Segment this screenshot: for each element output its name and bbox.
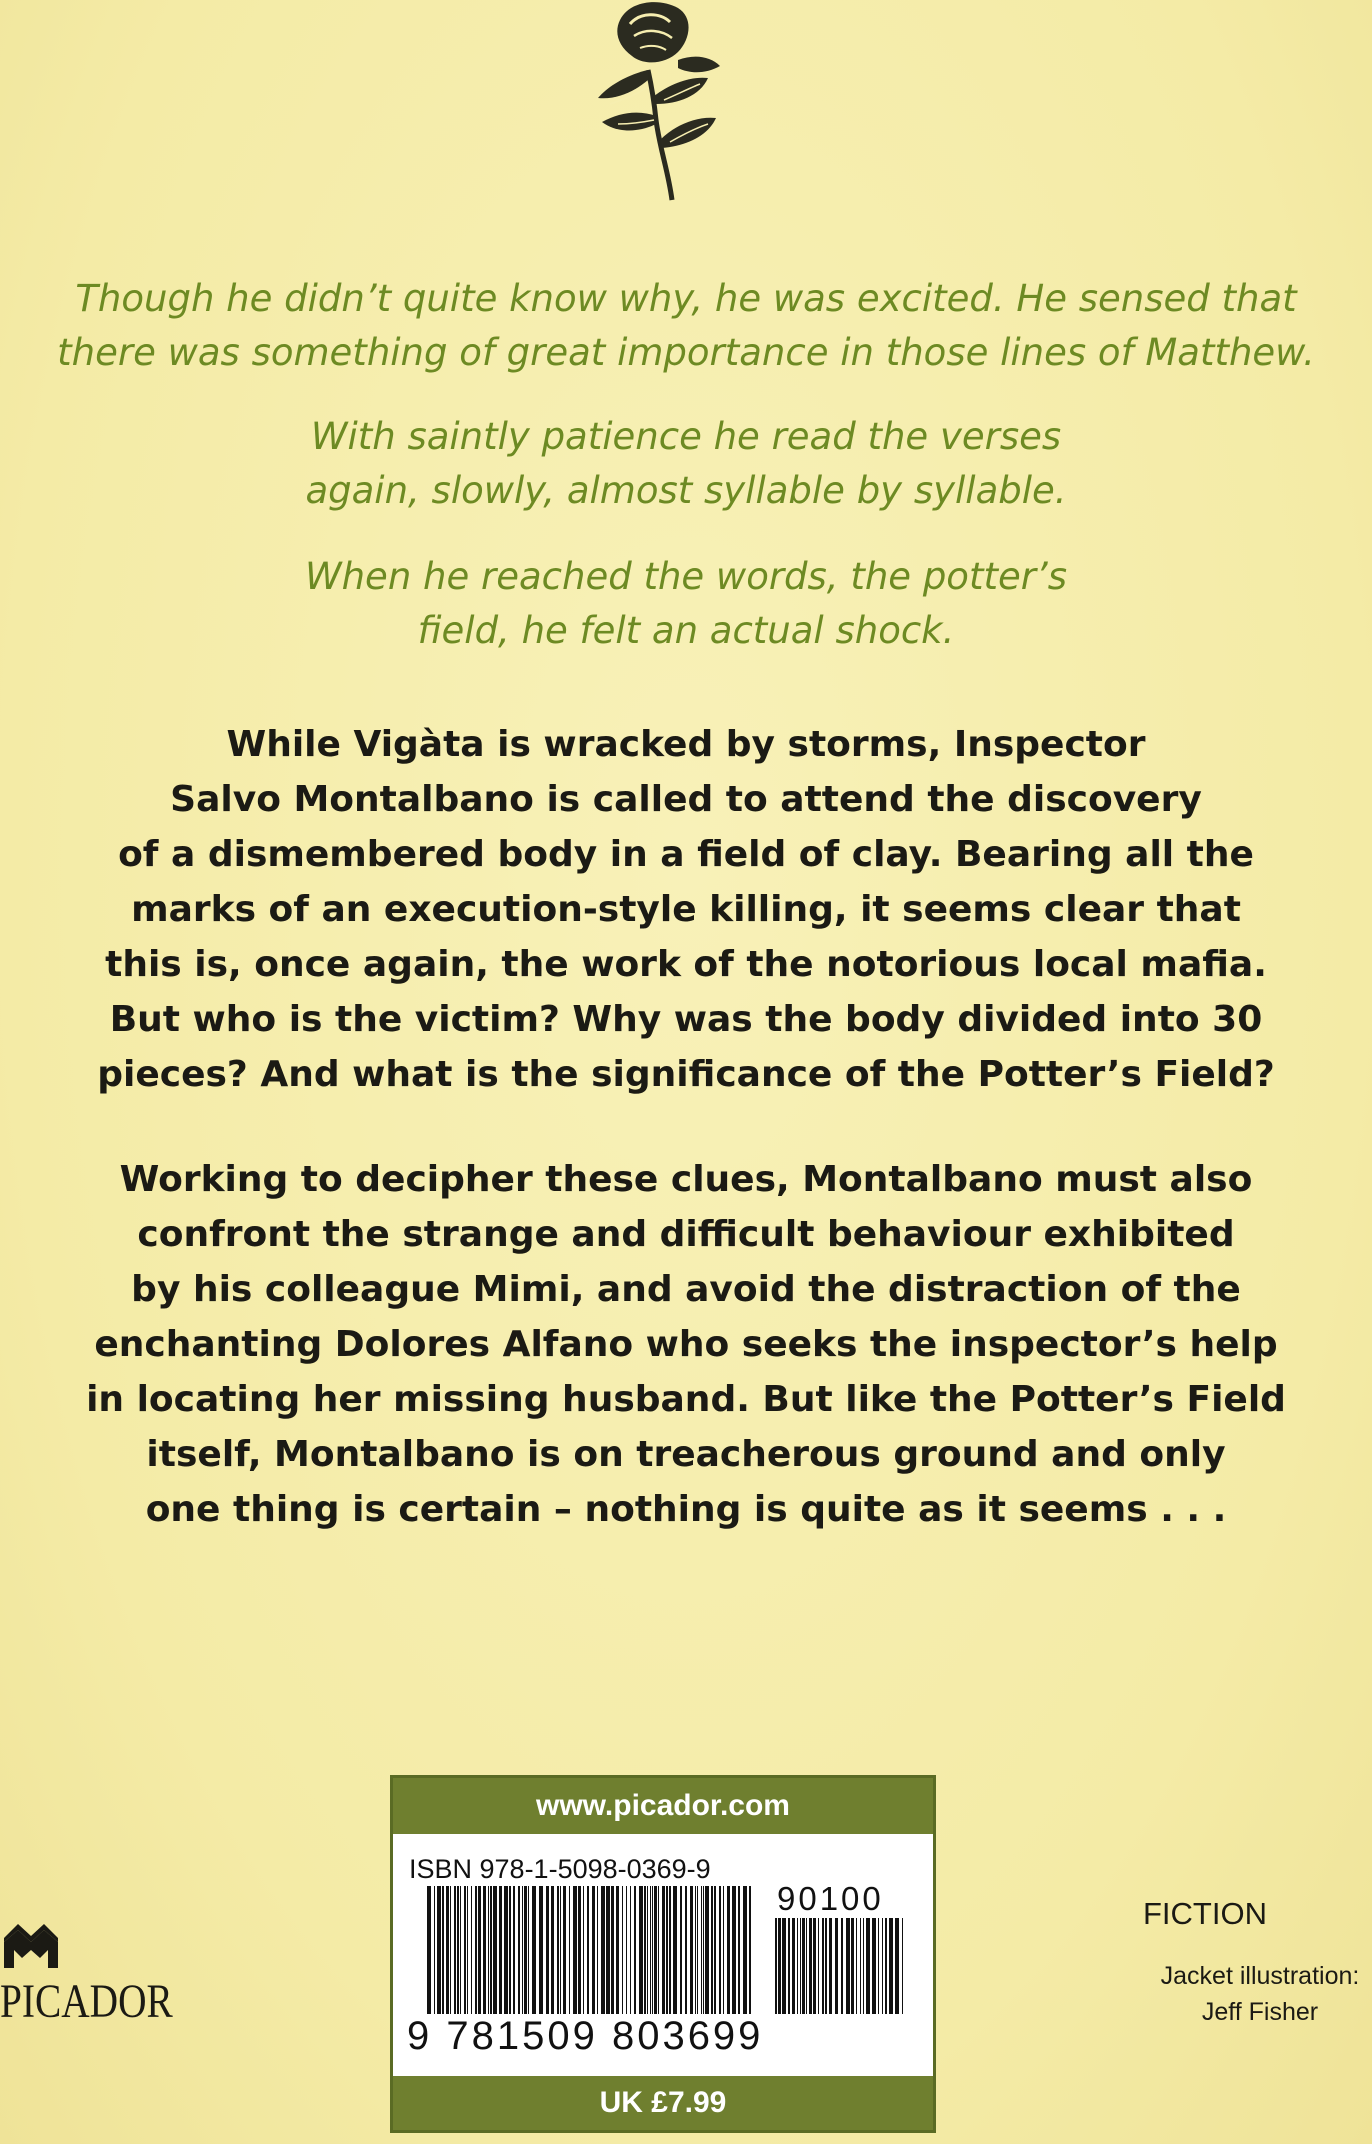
barcode-bar <box>471 1886 472 2014</box>
barcode-bar <box>434 1886 435 2014</box>
barcode-bar <box>723 1886 724 2014</box>
barcode-bar <box>442 1886 444 2014</box>
blurb-line: enchanting Dolores Alfano who seeks the inspector’s help <box>94 1324 1278 1365</box>
barcode-bar <box>895 1918 899 2014</box>
barcode-bar <box>513 1886 515 2014</box>
barcode-bar <box>800 1918 801 2014</box>
jacket-credit <box>1140 1958 1372 2030</box>
barcode-bar <box>626 1886 627 2014</box>
barcode-bar <box>569 1886 570 2014</box>
barcode-bar <box>606 1886 610 2014</box>
barcode-bar <box>650 1886 651 2014</box>
barcode-bar <box>578 1886 581 2014</box>
publisher-name: PICADOR <box>0 1975 173 2028</box>
barcode-bar <box>647 1886 648 2014</box>
blurb-line: But who is the victim? Why was the body divided into 30 <box>109 999 1263 1040</box>
barcode-bar <box>551 1886 554 2014</box>
barcode-bar <box>563 1886 566 2014</box>
quote-paragraph-2 <box>0 410 1372 518</box>
barcode-panel <box>390 1775 936 2133</box>
barcode-bar <box>797 1918 798 2014</box>
barcode-bar <box>809 1918 812 2014</box>
barcode-bar <box>509 1886 511 2014</box>
blurb-line: by his colleague Mimi, and avoid the distraction of the <box>131 1269 1241 1310</box>
barcode-bar <box>560 1886 561 2014</box>
blurb-line: itself, Montalbano is on treacherous ground and only <box>146 1434 1226 1475</box>
barcode-bar <box>478 1886 481 2014</box>
barcode-bar <box>732 1886 736 2014</box>
barcode-bar <box>630 1886 631 2014</box>
barcode-bar <box>851 1918 854 2014</box>
barcode-bar <box>587 1886 589 2014</box>
barcode-bar <box>601 1886 605 2014</box>
barcode-bar <box>738 1886 740 2014</box>
quote-line: With saintly patience he read the verses <box>310 415 1062 458</box>
barcode-bar <box>467 1886 468 2014</box>
barcode-bar <box>778 1918 781 2014</box>
quote-line: there was something of great importance in those lines of Matthew. <box>57 331 1315 374</box>
barcode-bar <box>616 1886 619 2014</box>
price: UK £7.99 <box>393 2076 933 2130</box>
price-addon-number: 90100 <box>777 1880 884 1917</box>
barcode-bar <box>654 1886 657 2014</box>
barcode-bar <box>813 1918 816 2014</box>
barcode-bar <box>775 1918 777 2014</box>
barcode-bar <box>597 1886 598 2014</box>
barcode-bar <box>782 1918 786 2014</box>
barcode-bar <box>866 1918 870 2014</box>
barcode-bar <box>666 1886 668 2014</box>
barcode-bar <box>749 1886 751 2014</box>
barcode-bar <box>806 1918 807 2014</box>
barcode-bar <box>446 1886 449 2014</box>
barcode-bar <box>662 1886 665 2014</box>
barcode-bar <box>464 1886 466 2014</box>
barcode-bar <box>611 1886 614 2014</box>
blurb-paragraph-1 <box>0 717 1372 1102</box>
barcode-bar <box>532 1886 536 2014</box>
blurb-line: Salvo Montalbano is called to attend the discovery <box>170 779 1202 820</box>
barcode-bar <box>719 1886 721 2014</box>
barcode-bar <box>592 1886 595 2014</box>
isbn-label: ISBN 978-1-5098-0369-9 <box>409 1854 711 1884</box>
barcode-bar <box>818 1918 819 2014</box>
blurb-line: confront the strange and difficult behaviour exhibited <box>137 1214 1235 1255</box>
blurb-line: While Vigàta is wracked by storms, Inspector <box>226 724 1146 765</box>
barcode-bar <box>701 1886 702 2014</box>
barcode-bar <box>882 1918 883 2014</box>
barcode-bar <box>490 1886 492 2014</box>
picador-m-logo-icon <box>2 1920 60 1970</box>
publisher-website: www.picador.com <box>393 1778 933 1834</box>
barcode-bar <box>711 1886 713 2014</box>
blurb-line: one thing is certain – nothing is quite as it seems . . . <box>145 1489 1227 1530</box>
rose-icon <box>560 0 750 215</box>
barcode-bar <box>825 1918 827 2014</box>
barcode-bar <box>829 1918 832 2014</box>
barcode-bar <box>885 1918 887 2014</box>
barcode-bar <box>856 1918 857 2014</box>
barcode-bar <box>673 1886 677 2014</box>
barcode-bar <box>557 1886 559 2014</box>
barcode-bar <box>822 1918 824 2014</box>
barcode-bar <box>460 1886 461 2014</box>
barcode-bar <box>860 1918 861 2014</box>
barcode-bar <box>622 1886 623 2014</box>
barcode-bar <box>518 1886 520 2014</box>
barcode-bar <box>714 1886 716 2014</box>
barcode-bar <box>652 1886 653 2014</box>
barcode-bar <box>695 1886 696 2014</box>
barcode-bar <box>863 1918 864 2014</box>
barcode-bar <box>878 1918 879 2014</box>
barcode-bar <box>685 1886 687 2014</box>
barcode-bar <box>546 1886 549 2014</box>
quote-line: field, he felt an actual shock. <box>417 609 955 652</box>
barcode-bar <box>634 1886 636 2014</box>
barcode-bar <box>639 1886 643 2014</box>
quote-line: Though he didn’t quite know why, he was excited. He sensed that <box>75 277 1297 320</box>
barcode-bar <box>727 1886 730 2014</box>
blurb-line: in locating her missing husband. But like the Potter’s Field <box>86 1379 1286 1420</box>
blurb-paragraph-2 <box>0 1152 1372 1537</box>
credit-line: Jeff Fisher <box>1201 1998 1319 2026</box>
barcode-bar <box>680 1886 682 2014</box>
barcode-bar <box>457 1886 459 2014</box>
barcode-bar <box>522 1886 523 2014</box>
credit-line: Jacket illustration: <box>1160 1962 1360 1990</box>
addon-barcode-bars <box>775 1918 905 2014</box>
barcode-bar <box>792 1918 795 2014</box>
barcode-bar <box>483 1886 486 2014</box>
barcode-bar <box>454 1886 456 2014</box>
quote-line: When he reached the words, the potter’s <box>305 555 1067 598</box>
genre-label: FICTION <box>1143 1896 1267 1931</box>
blurb-line: of a dismembered body in a field of clay. Bearing all the <box>118 834 1254 875</box>
barcode-bar <box>889 1918 893 2014</box>
barcode-bar <box>504 1886 508 2014</box>
barcode-bar <box>450 1886 451 2014</box>
barcode-bar <box>437 1886 441 2014</box>
quote-paragraph-1 <box>0 272 1372 380</box>
publisher-logo <box>0 1920 190 2030</box>
barcode-bars <box>427 1886 755 2014</box>
barcode-bar <box>583 1886 584 2014</box>
barcode-bar <box>524 1886 527 2014</box>
barcode-bar <box>872 1918 876 2014</box>
barcode-bar <box>902 1918 903 2014</box>
barcode-bar <box>427 1886 431 2014</box>
barcode-digits: 9 781509 803699 <box>407 2014 764 2058</box>
barcode-bar <box>669 1886 671 2014</box>
barcode-bar <box>499 1886 502 2014</box>
barcode-bar <box>835 1918 838 2014</box>
blurb-line: this is, once again, the work of the notorious local mafia. <box>105 944 1267 985</box>
barcode-bar <box>658 1886 659 2014</box>
barcode-bar <box>703 1886 704 2014</box>
barcode-bar <box>690 1886 693 2014</box>
barcode-bar <box>475 1886 477 2014</box>
barcode-bar <box>846 1918 850 2014</box>
barcode-bar <box>528 1886 529 2014</box>
barcode-bar <box>802 1918 805 2014</box>
blurb-line: Working to decipher these clues, Montalbano must also <box>119 1159 1253 1200</box>
barcode-bar <box>743 1886 747 2014</box>
barcode-bar <box>841 1918 843 2014</box>
barcode-bar <box>697 1886 698 2014</box>
barcode-bar <box>705 1886 709 2014</box>
barcode-bar <box>488 1886 489 2014</box>
blurb-line: marks of an execution-style killing, it seems clear that <box>131 889 1241 930</box>
barcode-bar <box>539 1886 543 2014</box>
barcode-bar <box>644 1886 646 2014</box>
quote-line: again, slowly, almost syllable by syllable. <box>305 469 1067 512</box>
barcode-bar <box>493 1886 497 2014</box>
barcode-bar <box>788 1918 790 2014</box>
blurb-line: pieces? And what is the significance of the Potter’s Field? <box>97 1054 1275 1095</box>
quote-paragraph-3 <box>0 550 1372 658</box>
barcode-bar <box>573 1886 577 2014</box>
